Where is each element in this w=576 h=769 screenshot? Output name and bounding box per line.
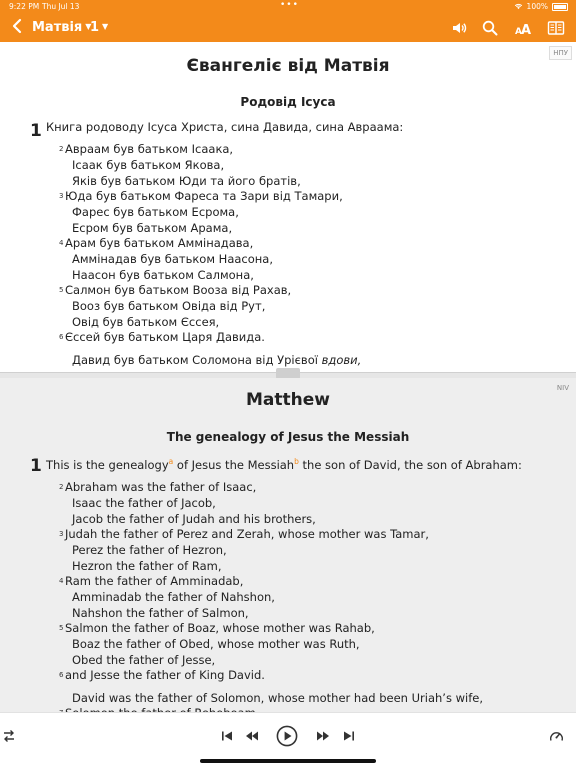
- status-time: 9:22 PM: [9, 2, 40, 11]
- italic-word: вдови,: [321, 353, 362, 367]
- status-right: [514, 2, 568, 11]
- verse-number: 3: [59, 192, 64, 200]
- rewind-icon[interactable]: [245, 730, 259, 742]
- verse-line: Boaz the father of Obed, whose mother was Ruth,: [72, 637, 360, 651]
- verse-line: Isaac the father of Jacob,: [72, 496, 216, 510]
- play-icon[interactable]: [276, 725, 298, 747]
- verse-line: Вооз був батьком Овіда від Рут,: [72, 299, 266, 313]
- app-header: [0, 0, 576, 42]
- skip-to-end-icon[interactable]: [343, 730, 355, 742]
- verse-line: Perez the father of Hezron,: [72, 543, 227, 557]
- book-selector[interactable]: [32, 20, 91, 35]
- multitasking-dots[interactable]: •••: [280, 0, 299, 10]
- verse-line: Ram the father of Amminadab,: [65, 574, 244, 588]
- status-date: Thu Jul 13: [42, 2, 80, 11]
- repeat-icon[interactable]: [2, 729, 16, 743]
- verse-line: Книга родоводу Ісуса Христа, сина Давида, сина Авраама:: [46, 120, 404, 134]
- verse-line: Салмон був батьком Вооза від Рахав,: [65, 283, 292, 297]
- chevron-down-icon: ▼: [102, 22, 109, 31]
- verse-number: 3: [59, 530, 64, 538]
- verse-line: [72, 353, 361, 367]
- parallel-view-icon[interactable]: [547, 19, 565, 37]
- verse-number: 2: [59, 483, 64, 491]
- chapter-selector[interactable]: [90, 20, 108, 35]
- nav-bar: [0, 14, 576, 42]
- verse-number: 5: [59, 286, 64, 294]
- verse-number: 6: [59, 333, 64, 341]
- verse-line: Есром був батьком Арама,: [72, 221, 233, 235]
- verse-line: Авраам був батьком Ісаака,: [65, 142, 234, 156]
- primary-reading-pane[interactable]: [0, 42, 576, 372]
- svg-text:A: A: [515, 27, 522, 37]
- svg-text:A: A: [521, 23, 532, 38]
- verse-number: 6: [59, 671, 64, 679]
- verse-text: the son of David, the son of Abraham:: [298, 458, 522, 472]
- chapter-number-large: 1: [30, 121, 42, 141]
- translation-badge[interactable]: НПУ: [549, 46, 572, 60]
- verse-line: Abraham was the father of Isaac,: [65, 480, 257, 494]
- verse-text: Давид був батьком Соломона від Урієвої: [72, 353, 322, 367]
- chevron-down-icon: ▼: [85, 22, 92, 31]
- chapter-number-large: 1: [30, 456, 42, 476]
- playback-speed-icon[interactable]: [549, 729, 564, 743]
- verse-line: [46, 457, 522, 472]
- wifi-icon: [514, 3, 523, 10]
- verse-line: Amminadab the father of Nahshon,: [72, 590, 275, 604]
- home-indicator[interactable]: [200, 759, 376, 763]
- footnote-marker[interactable]: a: [168, 457, 174, 466]
- search-icon[interactable]: [481, 19, 499, 37]
- secondary-reading-pane[interactable]: [0, 378, 576, 712]
- verse-line: Арам був батьком Аммінадава,: [65, 236, 254, 250]
- verse-number: 4: [59, 239, 64, 247]
- verse-line: Hezron the father of Ram,: [72, 559, 222, 573]
- verse-line: Яків був батьком Юди та його братів,: [72, 174, 301, 188]
- verse-number: 2: [59, 145, 64, 153]
- verse-line: Овід був батьком Єссея,: [72, 315, 220, 329]
- verse-line: Наасон був батьком Салмона,: [72, 268, 254, 282]
- verse-line: Nahshon the father of Salmon,: [72, 606, 249, 620]
- section-heading: Родовід Ісуса: [240, 95, 336, 109]
- battery-icon: [552, 3, 568, 11]
- book-name: Матвія: [32, 20, 83, 35]
- section-heading: The genealogy of Jesus the Messiah: [166, 430, 410, 444]
- translation-badge[interactable]: NIV: [556, 384, 569, 392]
- speaker-icon[interactable]: [450, 19, 468, 37]
- verse-line: Judah the father of Perez and Zerah, whose mother was Tamar,: [65, 527, 429, 541]
- verse-text: of Jesus the Messiah: [173, 458, 295, 472]
- skip-to-start-icon[interactable]: [221, 730, 233, 742]
- font-size-icon[interactable]: [514, 19, 532, 37]
- verse-line: Єссей був батьком Царя Давида.: [65, 330, 265, 344]
- status-bar: [0, 0, 576, 12]
- book-title: Matthew: [246, 390, 330, 410]
- verse-line: Jacob the father of Judah and his brothers,: [72, 512, 316, 526]
- battery-percent: 100%: [526, 2, 548, 11]
- verse-line: Юда був батьком Фареса та Зари від Тамари,: [65, 189, 343, 203]
- verse-line: Фарес був батьком Есрома,: [72, 205, 239, 219]
- footnote-marker[interactable]: b: [294, 457, 299, 466]
- verse-number: 5: [59, 624, 64, 632]
- verse-line: Аммінадав був батьком Наасона,: [72, 252, 273, 266]
- chapter-number: 1: [90, 20, 100, 35]
- verse-number: 4: [59, 577, 64, 585]
- verse-line: and Jesse the father of King David.: [65, 668, 265, 682]
- chevron-left-icon[interactable]: [12, 18, 22, 38]
- verse-line: Ісаак був батьком Якова,: [72, 158, 225, 172]
- verse-line: Salmon the father of Boaz, whose mother was Rahab,: [65, 621, 375, 635]
- fast-forward-icon[interactable]: [316, 730, 330, 742]
- verse-text: This is the genealogy: [46, 458, 169, 472]
- book-title: Євангеліє від Матвія: [186, 56, 390, 76]
- verse-line: David was the father of Solomon, whose mother had been Uriah’s wife,: [72, 691, 483, 705]
- verse-line: Obed the father of Jesse,: [72, 653, 216, 667]
